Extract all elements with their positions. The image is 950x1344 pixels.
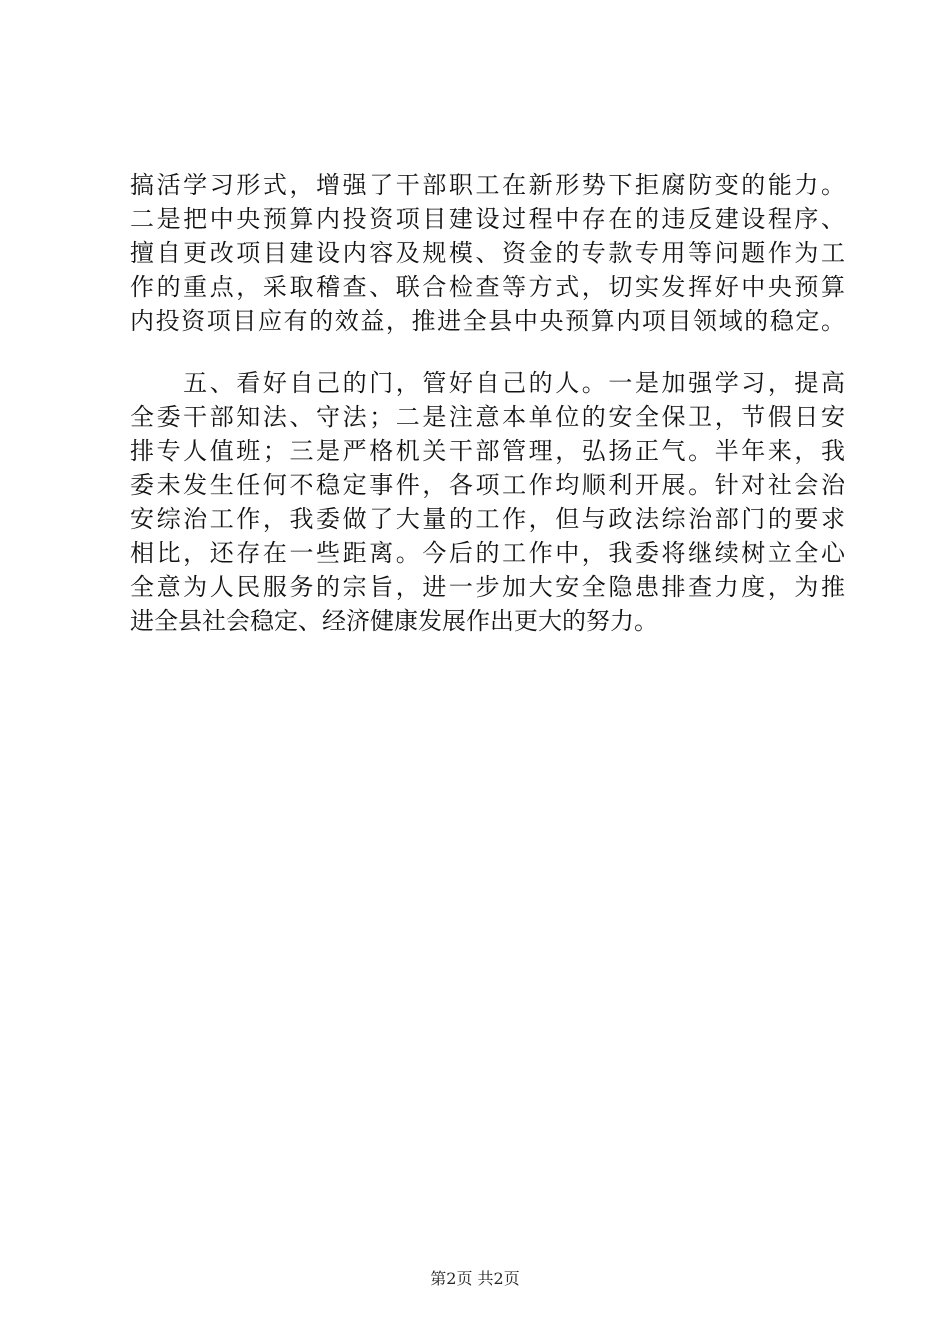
text-line: 内投资项目应有的效益，推进全县中央预算内项目领域的稳定。	[130, 307, 845, 335]
document-body	[130, 168, 845, 638]
paragraph-1	[130, 168, 845, 338]
text-line: 擅自更改项目建设内容及规模、资金的专款专用等问题作为工	[130, 239, 845, 267]
text-line: 委未发生任何不稳定事件，各项工作均顺利开展。针对社会治	[130, 471, 845, 499]
text-line: 进全县社会稳定、经济健康发展作出更大的努力。	[130, 607, 658, 635]
text-line: 安综治工作，我委做了大量的工作，但与政法综治部门的要求	[130, 505, 845, 533]
text-line: 二是把中央预算内投资项目建设过程中存在的违反建设程序、	[130, 205, 845, 233]
page-number-footer: 第2页 共2页	[430, 1269, 520, 1288]
paragraph-2	[130, 366, 845, 638]
text-line: 全意为人民服务的宗旨，进一步加大安全隐患排查力度，为推	[130, 573, 845, 601]
text-line: 作的重点，采取稽查、联合检查等方式，切实发挥好中央预算	[130, 273, 845, 301]
text-line: 搞活学习形式，增强了干部职工在新形势下拒腐防变的能力。	[130, 171, 845, 199]
text-line: 五、看好自己的门，管好自己的人。一是加强学习，提高	[130, 369, 845, 397]
paragraph-gap	[130, 338, 845, 366]
text-line: 全委干部知法、守法；二是注意本单位的安全保卫，节假日安	[130, 403, 845, 431]
text-line: 排专人值班；三是严格机关干部管理，弘扬正气。半年来，我	[130, 437, 845, 465]
text-line: 相比，还存在一些距离。今后的工作中，我委将继续树立全心	[130, 539, 845, 567]
